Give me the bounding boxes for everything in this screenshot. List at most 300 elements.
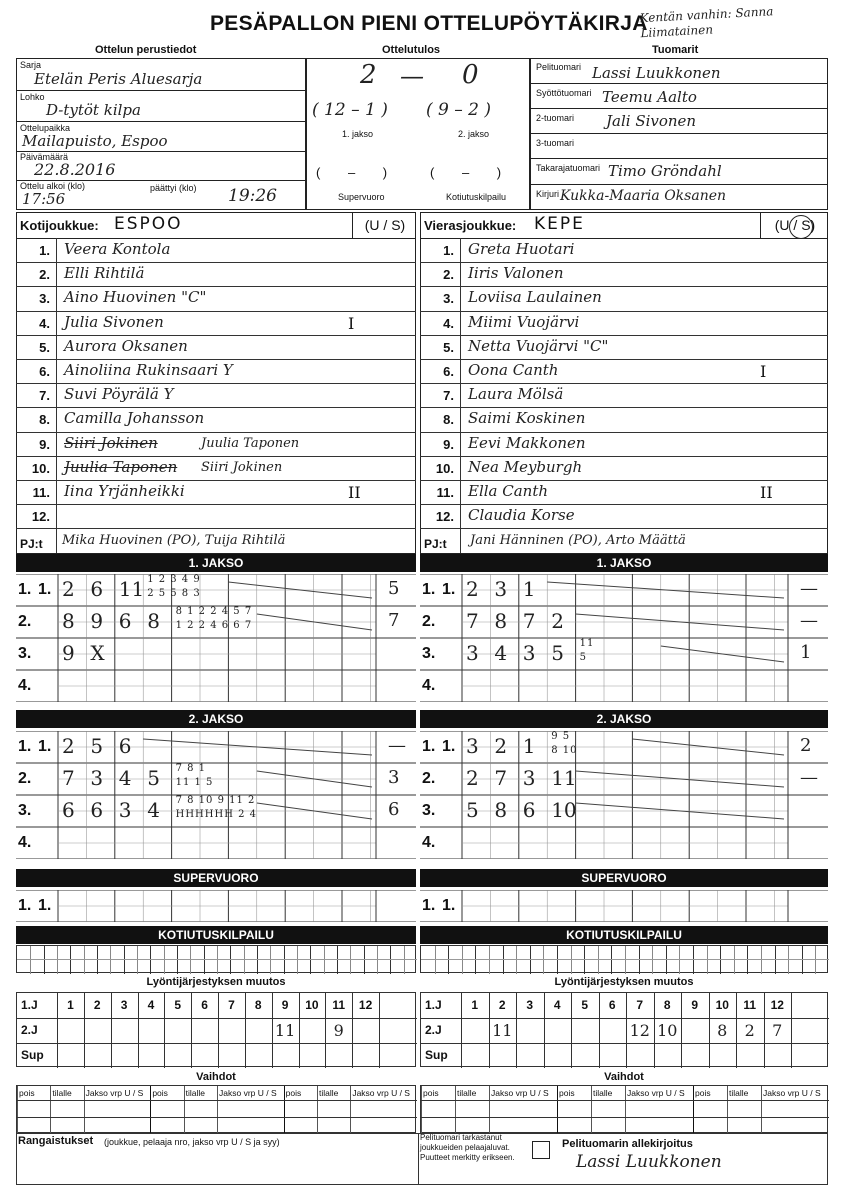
player-number: 8. (39, 412, 50, 428)
kotiutus-cell-divider (788, 946, 789, 974)
lineup-col-number: 9 (281, 998, 289, 1012)
roster-line (16, 335, 416, 336)
lineup-col-number: 8 (254, 998, 262, 1012)
player-mark: II (760, 483, 773, 502)
kotiutus-cell-divider (503, 946, 504, 974)
subs-col-header: pois (285, 1088, 302, 1098)
player-mark: I (760, 362, 767, 381)
footer-divider (418, 1133, 419, 1185)
batter-entry: 3 (494, 577, 508, 601)
lineup-col-number: 3 (120, 998, 128, 1012)
batter-entry: 8 (62, 609, 75, 633)
inning-row-number: 3. (422, 802, 436, 819)
home-pj-label: PJ:t (20, 537, 43, 551)
score-grid-lines (420, 731, 828, 859)
player-name: Claudia Korse (468, 506, 575, 525)
batter-entry: 3 (90, 766, 104, 790)
kotiutus-cell-divider (625, 946, 626, 974)
roster-line (16, 407, 416, 408)
roster-line (16, 528, 416, 529)
inning-row-number: 2. (422, 613, 436, 630)
player-name: Aurora Oksanen (64, 336, 188, 355)
score-grid-lines (420, 574, 828, 702)
subs-col-header: pois (152, 1088, 168, 1098)
player-number: 1. (443, 243, 454, 258)
kotiutus-cell-divider (377, 946, 378, 974)
lineup-col-number: 5 (581, 998, 589, 1012)
batter-entry: 5 (466, 798, 479, 822)
kotiutus-cell-divider (489, 946, 490, 974)
roster-line (16, 432, 416, 433)
alkoi-label: Ottelu alkoi (klo) (20, 181, 86, 191)
player-number: 10. (435, 460, 454, 476)
away-s-circle (789, 215, 813, 239)
away-j2-header: 2. JAKSO (420, 710, 828, 728)
batter-entry: 3 (466, 641, 479, 665)
subs-col-divider (421, 1086, 422, 1134)
lineup-col-number: 9 (691, 998, 699, 1012)
batter-entry: 3 (118, 798, 132, 822)
lineup-col-number: 5 (174, 998, 182, 1012)
alkoi-value: 17:56 (22, 190, 66, 208)
kotiutus-cell-divider (284, 946, 285, 974)
lineup-change-entry: 11 (274, 1021, 296, 1040)
player-number: 4. (39, 315, 50, 331)
lineup-change-entry: 12 (629, 1021, 650, 1040)
kotiutus-cell-divider (448, 946, 449, 974)
kotiutus-cell-divider (747, 946, 748, 974)
player-mark: I (348, 313, 355, 333)
section-result: Ottelutulos (382, 44, 441, 56)
subs-col-divider (350, 1086, 351, 1134)
subs-header-line (17, 1100, 417, 1101)
takaraja-value: Timo Gröndahl (608, 162, 722, 180)
player-name: Loviisa Laulainen (468, 288, 602, 307)
roster-line (16, 480, 416, 481)
player-number: 3. (39, 291, 50, 307)
kotiutus-cell-divider (244, 946, 245, 974)
subs-row-line (421, 1117, 829, 1118)
lineup-col-divider (379, 993, 380, 1068)
player-name: Ella Canth (468, 482, 549, 500)
subs-col-divider (50, 1086, 51, 1134)
inning-row-prefix: 1. (38, 897, 52, 914)
batter-entry: 9 (62, 641, 75, 665)
subs-col-header: pois (695, 1088, 711, 1098)
player-number: 12. (435, 509, 454, 525)
player-name: Saimi Koskinen (468, 409, 586, 428)
inning-row-number: 1. (18, 897, 32, 914)
inning-runs: — (800, 610, 818, 631)
batter-entry: 8 (494, 609, 508, 633)
subs-title: Vaihdot (604, 1071, 644, 1083)
super-label: Supervuoro (338, 192, 385, 202)
home-super-header: SUPERVUORO (16, 869, 416, 887)
kotiutus-cell-divider (543, 946, 544, 974)
kotiutus-cell-divider (230, 946, 231, 974)
super-score: ( – ) (316, 165, 388, 180)
batter-entry: 4 (494, 641, 508, 665)
lineup-col-number: 8 (663, 998, 671, 1012)
player-number: 11. (32, 485, 50, 500)
roster-line (16, 504, 416, 505)
inning-runs: — (800, 578, 818, 599)
away-super-header: SUPERVUORO (420, 869, 828, 887)
lineup-row-label: Sup (425, 1048, 448, 1062)
subs-col-header: pois (19, 1088, 35, 1098)
home-team-name: ESPOO (114, 214, 183, 234)
inning-row-prefix: 1. (38, 581, 52, 598)
home-j2-header: 2. JAKSO (16, 710, 416, 728)
lineup-col-number: 11 (743, 998, 757, 1012)
section-umpires: Tuomarit (652, 44, 699, 56)
inning-row-number: 4. (422, 834, 436, 851)
lineup-row-line (17, 1043, 417, 1044)
inning-row-number: 4. (18, 677, 32, 694)
home-kotiutus-header: KOTIUTUSKILPAILU (16, 926, 416, 944)
player-name: Iiris Valonen (468, 264, 564, 283)
subs-col-header: tilalle (729, 1088, 749, 1098)
away-subs (420, 1085, 828, 1133)
batter-entry: 5 (90, 734, 104, 758)
inning-runs: 6 (388, 799, 400, 820)
lineup-row-line (421, 1018, 829, 1019)
kotiutus-cell-divider (390, 946, 391, 974)
kotiutus-cell-divider (598, 946, 599, 974)
lineup-col-divider (791, 993, 792, 1068)
kirjuri-value: Kukka-Maaria Oksanen (560, 188, 727, 204)
lineup-row-label: 1.J (425, 998, 442, 1012)
j2-score: ( 9 – 2 ) (426, 100, 492, 120)
batter-entry: 8 (147, 609, 160, 633)
subs-col-header: Jakso vrp U / S (763, 1088, 821, 1098)
score-grid-lines (420, 890, 828, 922)
lohko-value: D-tytöt kilpa (46, 101, 141, 119)
player-number: 2. (39, 267, 50, 283)
pvm-value: 22.8.2016 (34, 160, 116, 179)
runner-note: 11 (579, 638, 595, 649)
roster-line (420, 335, 828, 336)
batter-entry: 11 (551, 766, 577, 790)
lineup-col-number: 10 (305, 998, 319, 1012)
j2-label: 2. jakso (458, 129, 490, 139)
subs-col-header: Jakso vrp U / S (352, 1088, 410, 1098)
lineup-row-label: 2.J (21, 1023, 38, 1037)
batter-entry: 4 (118, 766, 132, 790)
inning-row-number: 3. (422, 645, 436, 662)
lohko-label: Lohko (20, 92, 45, 102)
lineup-col-number: 3 (526, 998, 534, 1012)
player-name: Iina Yrjänheikki (64, 482, 185, 500)
batter-entry: 7 (62, 766, 75, 790)
kirjuri-label: Kirjuri (536, 189, 560, 199)
subs-col-header: tilalle (457, 1088, 477, 1098)
home-pj-value: Mika Huovinen (PO), Tuija Rihtilä (62, 533, 286, 548)
runner-note: 1 2 2 4 6 6 7 (175, 620, 253, 631)
roster-line (16, 286, 416, 287)
kotiutus-cell-divider (720, 946, 721, 974)
subs-col-divider (284, 1086, 285, 1134)
j1-label: 1. jakso (342, 129, 374, 139)
batter-entry: 5 (147, 766, 160, 790)
player-name: Veera Kontola (64, 240, 171, 258)
batter-entry: 2 (494, 734, 508, 758)
inning-row-number: 4. (18, 834, 32, 851)
subs-col-header: Jakso vrp U / S (219, 1088, 277, 1098)
batter-entry: 3 (522, 641, 536, 665)
inning-row-number: 1. (422, 581, 436, 598)
roster-line (420, 480, 828, 481)
away-j1-header: 1. JAKSO (420, 554, 828, 572)
subs-col-divider (625, 1086, 626, 1134)
home-j1-header: 1. JAKSO (16, 554, 416, 572)
kotiutus-cell-divider (611, 946, 612, 974)
roster-line (16, 311, 416, 312)
kotiutus-cell-divider (761, 946, 762, 974)
player-number: 5. (443, 339, 454, 355)
player-substitute: Juulia Taponen (201, 435, 300, 451)
lineup-row-label: 1.J (21, 998, 38, 1012)
batter-entry: 6 (62, 798, 75, 822)
home-score: 2 (360, 60, 377, 90)
roster-line (420, 311, 828, 312)
subs-col-divider (489, 1086, 490, 1134)
paattyi-value: 19:26 (228, 186, 277, 206)
lineup-col-number: 7 (228, 998, 235, 1012)
kotiutus-mid-line (421, 959, 829, 960)
lineup-row-label: 2.J (425, 1023, 442, 1037)
away-score: 0 (462, 60, 479, 90)
roster-divider (16, 238, 416, 239)
sign-label: Pelituomarin allekirjoitus (562, 1138, 693, 1150)
lineup-row-line (421, 1043, 829, 1044)
subs-col-divider (591, 1086, 592, 1134)
kotiutus-cell-divider (639, 946, 640, 974)
kotiutus-cell-divider (475, 946, 476, 974)
home-super-grid (16, 890, 416, 922)
roster-line (420, 456, 828, 457)
subs-col-divider (150, 1086, 151, 1134)
subs-row-line (17, 1117, 417, 1118)
home-lineup-change (16, 992, 416, 1067)
rangaistukset-note: (joukkue, pelaaja nro, jakso vrp U / S ja syy) (104, 1137, 280, 1147)
kotiutus-cell-divider (57, 946, 58, 974)
batter-entry: 2 (466, 766, 479, 790)
subs-col-divider (317, 1086, 318, 1134)
kotiutus-cell-divider (679, 946, 680, 974)
player-number: 12. (31, 509, 50, 525)
section-basic: Ottelun perustiedot (95, 44, 197, 56)
inning-row-number: 1. (422, 897, 436, 914)
player-number: 3. (443, 291, 454, 307)
away-kotiutus-header: KOTIUTUSKILPAILU (420, 926, 828, 944)
kotiutus-score: ( – ) (430, 165, 502, 180)
player-name: Netta Vuojärvi "C" (468, 336, 609, 355)
lineup-col-number: 6 (201, 998, 208, 1012)
check-box[interactable] (532, 1141, 550, 1159)
subs-col-header: tilalle (319, 1088, 339, 1098)
paikka-label: Ottelupaikka (20, 123, 71, 133)
inning-row-number: 2. (18, 613, 32, 630)
inning-row-number: 3. (18, 645, 32, 662)
kotiutus-cell-divider (364, 946, 365, 974)
kotiutus-label: Kotiutuskilpailu (446, 192, 507, 202)
lineup-change-entry: 9 (333, 1021, 344, 1040)
batter-entry: 2 (551, 609, 564, 633)
kotiutus-cell-divider (110, 946, 111, 974)
subs-col-divider (727, 1086, 728, 1134)
player-number: 9. (39, 436, 50, 452)
lineup-change-entry: 2 (744, 1021, 755, 1040)
player-name: Julia Sivonen (64, 312, 164, 331)
runner-note: 7 8 10 9 11 2 (175, 795, 256, 806)
batter-entry: 7 (494, 766, 508, 790)
subs-col-header: pois (423, 1088, 439, 1098)
roster-line (16, 262, 416, 263)
kotiutus-cell-divider (707, 946, 708, 974)
kotiutus-cell-divider (404, 946, 405, 974)
inning-row-prefix: 1. (442, 897, 456, 914)
kotiutus-cell-divider (150, 946, 151, 974)
kotiutus-cell-divider (802, 946, 803, 974)
away-kotiutus-grid (420, 945, 828, 973)
away-j1-grid (420, 574, 828, 702)
kotiutus-cell-divider (30, 946, 31, 974)
sarja-value: Etelän Peris Aluesarja (34, 70, 203, 88)
subs-col-divider (184, 1086, 185, 1134)
pvm-label: Päivämäärä (20, 152, 69, 162)
player-substitute: Siiri Jokinen (201, 459, 283, 475)
player-number: 6. (39, 364, 50, 379)
player-number: 9. (443, 436, 454, 452)
player-number: 1. (39, 243, 50, 258)
lineup-col-number: 1 (67, 998, 74, 1012)
roster-line (420, 504, 828, 505)
batter-entry: 4 (147, 798, 160, 822)
paikka-value: Mailapuisto, Espoo (22, 132, 168, 150)
batter-entry: 7 (466, 609, 479, 633)
kotiutus-cell-divider (310, 946, 311, 974)
subs-col-header: tilalle (593, 1088, 613, 1098)
roster-line (16, 456, 416, 457)
score-dash: — (400, 62, 424, 90)
player-name: Laura Mölsä (468, 385, 564, 404)
batter-entry: 1 (522, 577, 536, 601)
roster-divider (420, 238, 828, 239)
subs-col-header: tilalle (52, 1088, 72, 1098)
away-super-grid (420, 890, 828, 922)
subs-col-header: pois (559, 1088, 575, 1098)
inning-runs: 1 (800, 642, 812, 663)
subs-header-line (421, 1100, 829, 1101)
inning-runs: — (388, 735, 406, 756)
subs-col-divider (84, 1086, 85, 1134)
batter-entry: 2 (466, 577, 479, 601)
player-number: 11. (436, 485, 454, 500)
lineup-col-number: 2 (93, 998, 101, 1012)
kotiutus-cell-divider (571, 946, 572, 974)
lineup-col-number: 4 (147, 998, 155, 1012)
batter-entry: 6 (118, 609, 132, 633)
kotiutus-cell-divider (164, 946, 165, 974)
inning-row-prefix: 1. (442, 738, 456, 755)
player-name: Nea Meyburgh (468, 457, 583, 476)
lineup-change-entry: 8 (717, 1021, 728, 1040)
inning-row-number: 4. (422, 677, 436, 694)
rangaistukset-label: Rangaistukset (18, 1135, 94, 1147)
player-name: Juulia Taponen (64, 457, 178, 476)
lineup-col-number: 7 (636, 998, 644, 1012)
batter-entry: 11 (118, 577, 145, 601)
pelituomari-value: Lassi Luukkonen (592, 64, 721, 82)
subs-col-header: Jakso vrp U / S (627, 1088, 685, 1098)
lineup-col-number: 4 (553, 998, 561, 1012)
batter-entry: X (90, 641, 105, 665)
kotiutus-cell-divider (666, 946, 667, 974)
player-name: Greta Huotari (468, 240, 575, 258)
runner-note: 5 (579, 652, 587, 663)
kotiutus-mid-line (17, 959, 417, 960)
inning-runs: 7 (388, 610, 400, 631)
home-subs (16, 1085, 416, 1133)
inning-row-number: 1. (18, 581, 32, 598)
home-us: (U / S) (352, 212, 417, 238)
subs-col-divider (217, 1086, 218, 1134)
kotiutus-cell-divider (177, 946, 178, 974)
batter-entry: 8 (494, 798, 508, 822)
kotiutus-cell-divider (435, 946, 436, 974)
page-title: PESÄPALLON PIENI OTTELUPÖYTÄKIRJA (210, 12, 648, 35)
kotiutus-cell-divider (557, 946, 558, 974)
subs-col-divider (693, 1086, 694, 1134)
subs-title: Vaihdot (196, 1071, 236, 1083)
roster-line (16, 359, 416, 360)
inning-row-prefix: 1. (442, 581, 456, 598)
t2-label: 2-tuomari (536, 113, 575, 123)
player-name: Oona Canth (468, 361, 559, 379)
lineup-col-number: 6 (608, 998, 616, 1012)
subs-col-divider (761, 1086, 762, 1134)
lineup-change-entry: 10 (657, 1021, 678, 1040)
batter-entry: 9 (90, 609, 104, 633)
roster-line (420, 528, 828, 529)
kotiutus-cell-divider (190, 946, 191, 974)
away-team-name: KEPE (534, 214, 585, 234)
subs-col-header: tilalle (185, 1088, 206, 1098)
batter-entry: 6 (90, 798, 104, 822)
kotiutus-cell-divider (217, 946, 218, 974)
home-label: Kotijoukkue: (20, 218, 99, 233)
kotiutus-cell-divider (124, 946, 125, 974)
kotiutus-cell-divider (462, 946, 463, 974)
batter-entry: 3 (466, 734, 479, 758)
kotiutus-cell-divider (137, 946, 138, 974)
kotiutus-cell-divider (530, 946, 531, 974)
lineup-col-number: 11 (332, 998, 346, 1012)
inning-row-number: 2. (422, 770, 436, 787)
inning-runs: 3 (388, 767, 400, 788)
kotiutus-cell-divider (70, 946, 71, 974)
inning-runs: 2 (800, 735, 812, 756)
player-number: 6. (443, 364, 454, 379)
syotto-value: Teemu Aalto (602, 88, 697, 106)
home-j1-grid (16, 574, 416, 702)
kotiutus-cell-divider (815, 946, 816, 974)
roster-line (420, 407, 828, 408)
player-name: Camilla Johansson (64, 409, 205, 428)
roster-line (420, 262, 828, 263)
away-j2-grid (420, 731, 828, 859)
